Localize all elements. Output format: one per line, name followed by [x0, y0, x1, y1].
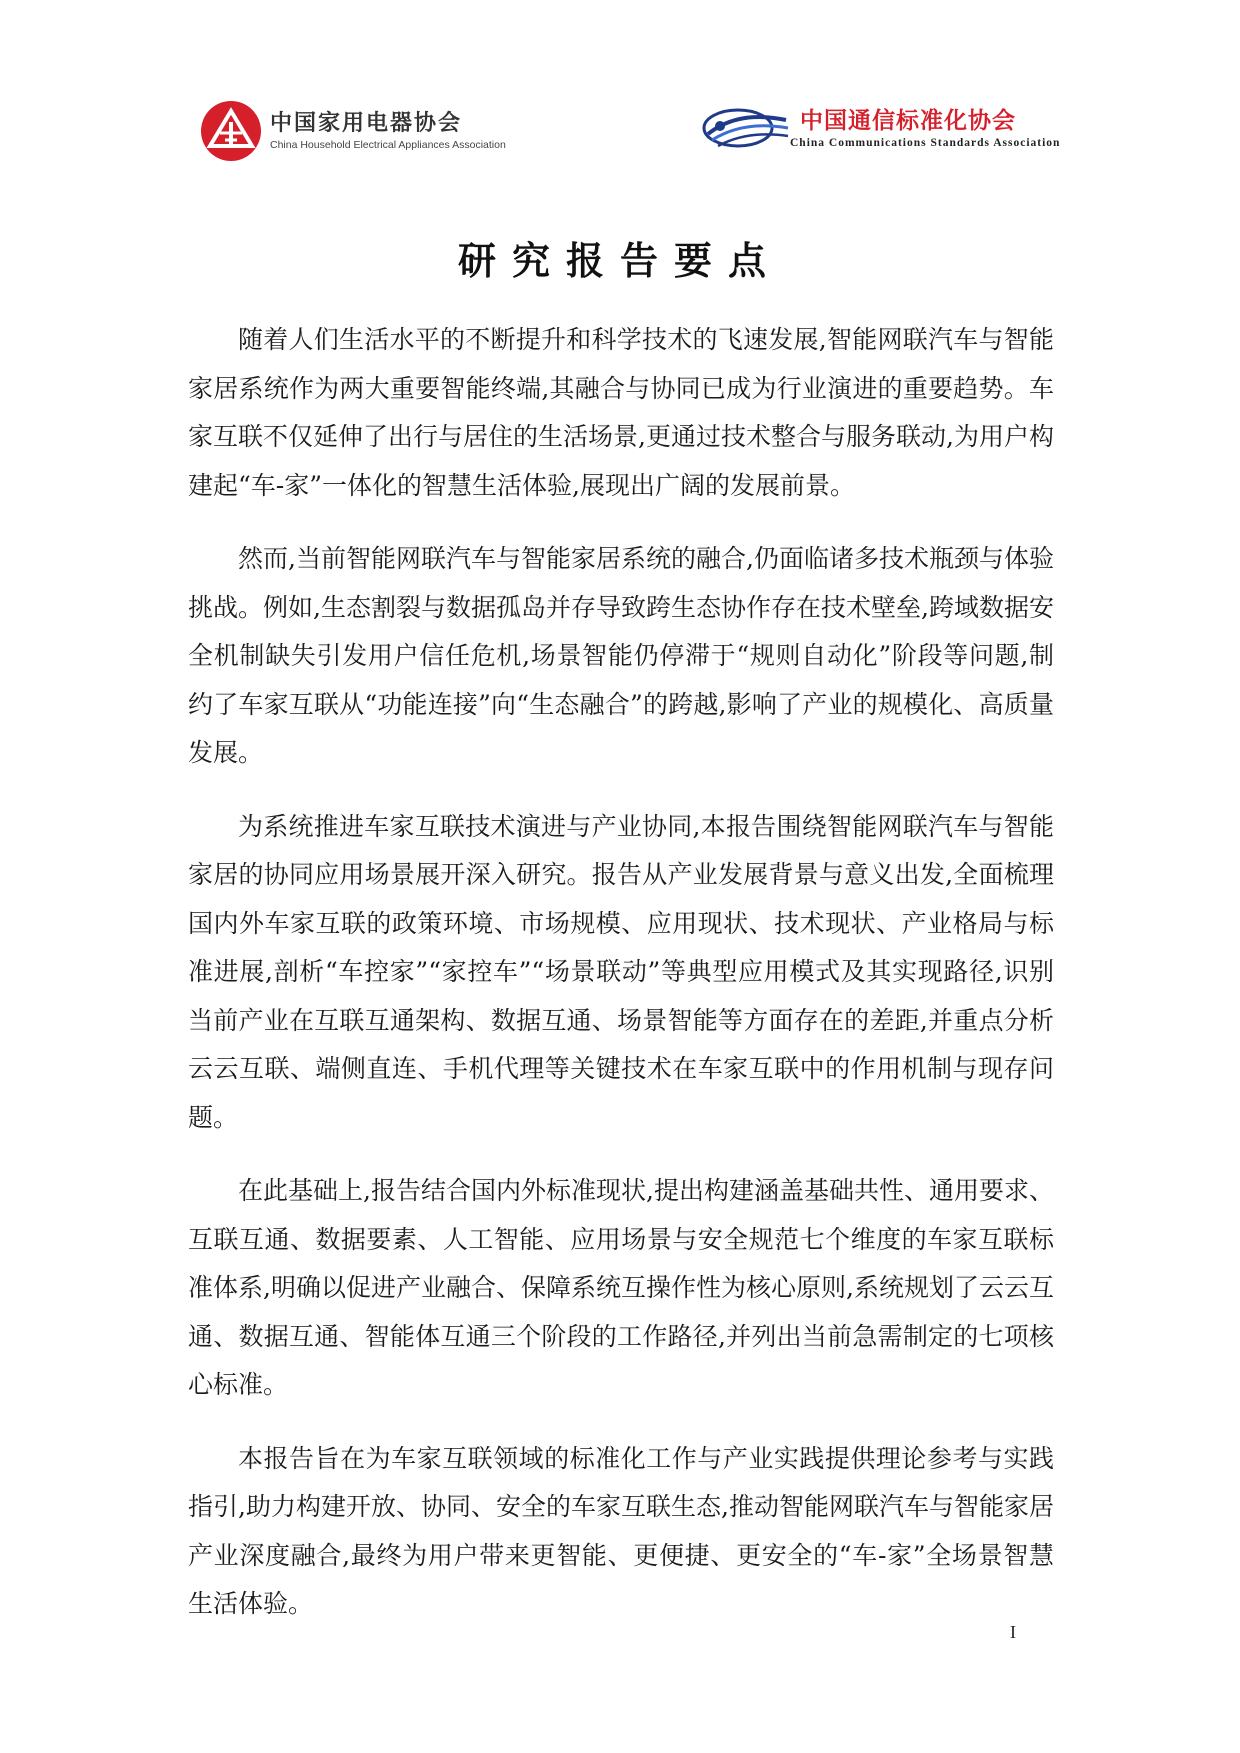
- ccsa-logo: [698, 100, 1060, 156]
- paragraph-2: 然而,当前智能网联汽车与智能家居系统的融合,仍面临诸多技术瓶颈与体验挑战。例如,生态割裂与数据孤岛并存导致跨生态协作存在技术壁垒,跨域数据安全机制缺失引发用户信任危机,场景智能仍停滞于“规则自动化”阶段等问题,制约了车家互联从“功能连接”向“生态融合”的跨越,影响了产业的规模化、高质量发展。: [188, 544, 1054, 767]
- cheaa-logo: [200, 100, 506, 162]
- cheaa-emblem-icon: [200, 100, 262, 162]
- ccsa-emblem-icon: [698, 100, 790, 156]
- cheaa-name-cn: 中国家用电器协会: [270, 111, 463, 136]
- ccsa-name-cn: 中国通信标准化协会: [800, 108, 1016, 134]
- report-body: [188, 316, 1054, 1654]
- paragraph-3: 为系统推进车家互联技术演进与产业协同,本报告围绕智能网联汽车与智能家居的协同应用场景展开深入研究。报告从产业发展背景与意义出发,全面梳理国内外车家互联的政策环境、市场规模、应用现状、技术现状、产业格局与标准进展,剖析“车控家”“家控车”“场景联动”等典型应用模式及其实现路径,识别当前产业在互联互通架构、数据互通、场景智能等方面存在的差距,并重点分析云云互联、端侧直连、手机代理等关键技术在车家互联中的作用机制与现存问题。: [188, 811, 1054, 1132]
- page-title: 研究报告要点: [457, 238, 782, 283]
- page-header: [0, 0, 1240, 170]
- page-number: I: [1010, 1622, 1016, 1642]
- paragraph-1: 随着人们生活水平的不断提升和科学技术的飞速发展,智能网联汽车与智能家居系统作为两大重要智能终端,其融合与协同已成为行业演进的重要趋势。车家互联不仅延伸了出行与居住的生活场景,更通过技术整合与服务联动,为用户构建起“车-家”一体化的智慧生活体验,展现出广阔的发展前景。: [188, 325, 1054, 500]
- paragraph-5: 本报告旨在为车家互联领域的标准化工作与产业实践提供理论参考与实践指引,助力构建开放、协同、安全的车家互联生态,推动智能网联汽车与智能家居产业深度融合,最终为用户带来更智能、更便捷、更安全的“车-家”全场景智慧生活体验。: [188, 1443, 1054, 1618]
- cheaa-name-en: China Household Electrical Appliances Association: [270, 139, 506, 151]
- paragraph-4: 在此基础上,报告结合国内外标准现状,提出构建涵盖基础共性、通用要求、互联互通、数据要素、人工智能、应用场景与安全规范七个维度的车家互联标准体系,明确以促进产业融合、保障系统互操作性为核心原则,系统规划了云云互通、数据互通、智能体互通三个阶段的工作路径,并列出当前急需制定的七项核心标准。: [188, 1176, 1054, 1399]
- ccsa-name-en: China Communications Standards Association: [790, 137, 1061, 149]
